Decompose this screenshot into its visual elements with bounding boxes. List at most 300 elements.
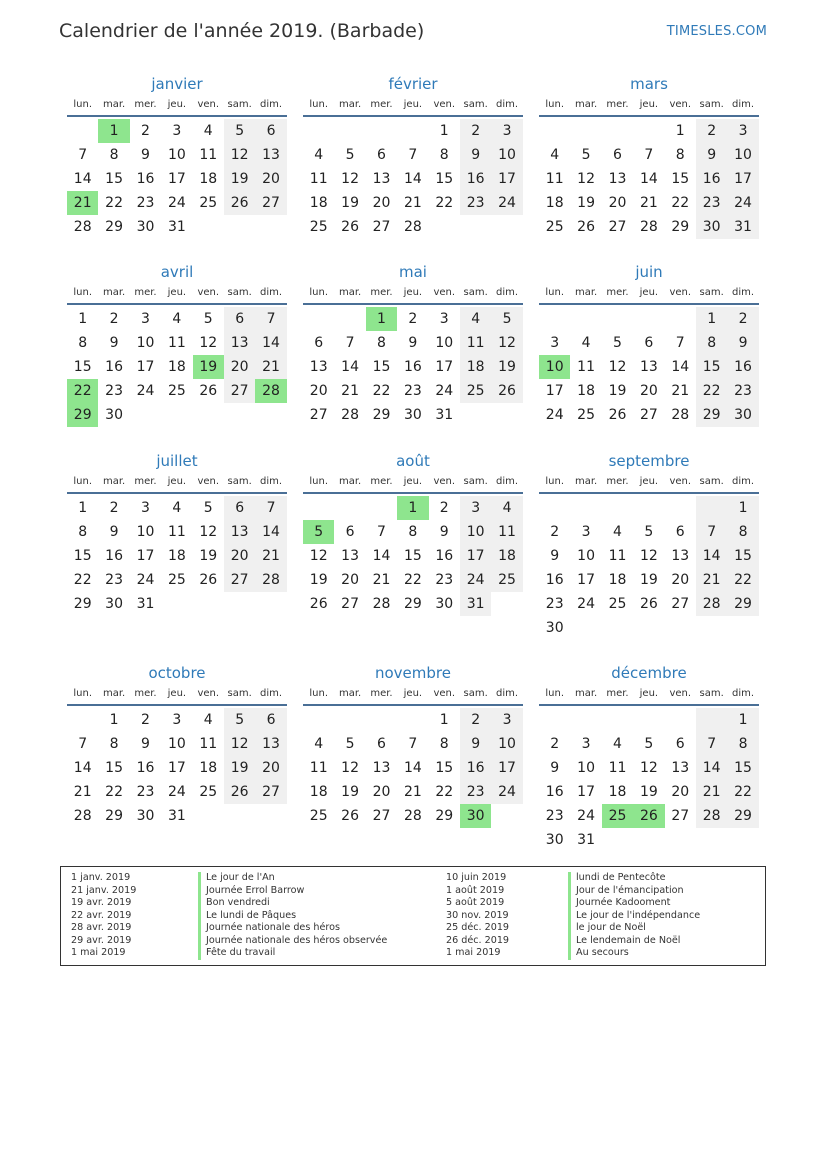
day-cell: 31 <box>167 219 186 235</box>
day-cell: 7 <box>675 335 685 351</box>
empty-cell <box>539 708 570 732</box>
day-cell: 9 <box>109 335 119 351</box>
weekday-label: dim. <box>732 287 755 298</box>
day-cell: 8 <box>439 147 449 163</box>
empty-cell <box>539 496 570 520</box>
day-cell: 19 <box>577 195 595 211</box>
day-cell: 9 <box>439 524 449 540</box>
day-cell: 7 <box>255 496 286 520</box>
empty-cell <box>665 708 696 732</box>
day-cell: 24 <box>136 572 155 588</box>
day-cell: 20 <box>372 784 391 800</box>
month-name: août <box>396 452 430 470</box>
weekday-label: dim. <box>732 688 755 699</box>
day-cell: 13 <box>224 331 255 355</box>
month-name: février <box>388 75 438 93</box>
weekday-label: mar. <box>574 287 598 298</box>
day-cell: 18 <box>460 355 491 379</box>
day-cell: 14 <box>639 171 658 187</box>
day-cell: 6 <box>314 335 324 351</box>
weekday-label: ven. <box>433 99 456 110</box>
day-cell: 21 <box>255 544 286 568</box>
empty-cell <box>539 119 570 143</box>
day-cell: 21 <box>73 784 92 800</box>
day-cell: 28 <box>696 804 727 828</box>
holiday-name: Fête du travail <box>198 947 275 960</box>
day-cell: 5 <box>644 524 654 540</box>
day-cell: 27 <box>671 808 690 824</box>
day-cell: 6 <box>255 119 286 143</box>
holiday-legend <box>60 866 766 966</box>
day-cell: 15 <box>671 171 690 187</box>
day-cell: 5 <box>203 500 213 516</box>
day-cell: 8 <box>408 524 418 540</box>
holiday-date: 25 déc. 2019 <box>446 922 510 933</box>
day-grid <box>539 307 759 427</box>
day-cell: 26 <box>577 219 595 235</box>
day-grid <box>67 119 287 239</box>
day-cell: 3 <box>439 311 449 327</box>
month-1 <box>67 73 287 239</box>
weekday-label: sam. <box>227 688 252 699</box>
day-cell: 9 <box>550 548 560 564</box>
weekday-label: dim. <box>496 99 519 110</box>
empty-cell <box>665 496 696 520</box>
day-cell: 1 <box>675 123 685 139</box>
day-cell: 6 <box>224 307 255 331</box>
weekday-label: dim. <box>260 99 283 110</box>
day-cell: 17 <box>167 760 186 776</box>
holiday-date: 10 juin 2019 <box>446 872 507 883</box>
day-cell: 4 <box>172 500 182 516</box>
weekday-label: dim. <box>496 476 519 487</box>
day-cell: 26 <box>341 219 359 235</box>
holiday-date: 29 avr. 2019 <box>71 934 132 946</box>
weekday-label: sam. <box>463 476 488 487</box>
weekday-label: mar. <box>574 99 598 110</box>
empty-cell <box>67 708 98 732</box>
day-cell: 7 <box>696 732 727 756</box>
day-cell: 24 <box>460 568 491 592</box>
day-cell: 15 <box>435 171 454 187</box>
day-cell: 11 <box>460 331 491 355</box>
month-name: octobre <box>148 664 206 682</box>
day-cell: 16 <box>727 355 758 379</box>
day-cell: 30 <box>696 215 727 239</box>
weekday-label: sam. <box>227 99 252 110</box>
day-cell: 27 <box>255 191 286 215</box>
day-cell: 29 <box>435 808 454 824</box>
holiday-date: 19 avr. 2019 <box>71 897 132 908</box>
day-cell: 16 <box>403 359 422 375</box>
day-cell: 16 <box>105 359 123 375</box>
day-cell: 20 <box>608 195 627 211</box>
day-cell: 7 <box>377 524 386 540</box>
weekday-label: sam. <box>699 99 724 110</box>
page-title: Calendrier de l'année 2019. (Barbade) <box>59 20 425 42</box>
day-cell: 25 <box>608 596 627 612</box>
day-cell: 11 <box>608 548 627 564</box>
day-cell: 22 <box>73 572 92 588</box>
holiday-date: 30 nov. 2019 <box>446 909 509 921</box>
weekday-label: lun. <box>545 476 565 487</box>
day-cell: 11 <box>577 359 595 375</box>
day-cell: 20 <box>671 572 690 588</box>
empty-cell <box>570 307 601 331</box>
day-cell: 13 <box>309 359 328 375</box>
day-cell: 14 <box>73 171 92 187</box>
empty-cell <box>366 119 397 143</box>
day-cell: 30 <box>105 407 123 423</box>
day-grid <box>303 307 523 427</box>
day-cell: 26 <box>199 572 218 588</box>
holiday-date: 1 janv. 2019 <box>71 872 131 883</box>
weekday-header <box>539 95 759 117</box>
holiday-day-cell: 19 <box>193 355 224 379</box>
day-cell: 15 <box>73 548 92 564</box>
holiday-day-cell: 22 <box>67 379 98 403</box>
day-cell: 27 <box>639 407 658 423</box>
day-cell: 29 <box>105 219 123 235</box>
month-9 <box>539 450 759 640</box>
empty-cell <box>67 119 98 143</box>
day-cell: 4 <box>613 736 622 752</box>
month-11 <box>303 662 523 828</box>
holiday-date: 28 avr. 2019 <box>71 922 132 933</box>
day-cell: 11 <box>545 171 564 187</box>
day-grid <box>539 708 759 852</box>
day-cell: 10 <box>136 335 155 351</box>
month-8 <box>303 450 523 616</box>
month-name: mars <box>630 75 668 93</box>
brand-link[interactable]: TIMESLES.COM <box>666 24 767 39</box>
day-cell: 8 <box>675 147 685 163</box>
day-cell: 6 <box>377 147 386 163</box>
day-cell: 3 <box>172 712 182 728</box>
day-cell: 30 <box>435 596 454 612</box>
weekday-label: ven. <box>197 688 220 699</box>
empty-cell <box>397 708 428 732</box>
day-cell: 17 <box>167 171 186 187</box>
day-cell: 21 <box>403 195 422 211</box>
weekday-label: mar. <box>102 688 126 699</box>
day-cell: 19 <box>341 195 359 211</box>
day-cell: 16 <box>136 171 155 187</box>
day-cell: 28 <box>73 808 92 824</box>
day-cell: 29 <box>727 592 758 616</box>
day-cell: 19 <box>224 167 255 191</box>
day-cell: 19 <box>608 383 627 399</box>
day-cell: 3 <box>581 736 591 752</box>
weekday-label: mer. <box>134 99 157 110</box>
holiday-name: Journée nationale des héros observée <box>198 935 387 948</box>
weekday-label: lun. <box>545 688 565 699</box>
day-cell: 22 <box>105 195 123 211</box>
day-cell: 12 <box>224 143 255 167</box>
day-cell: 18 <box>608 784 627 800</box>
empty-cell <box>334 496 365 520</box>
weekday-label: mer. <box>370 287 393 298</box>
weekday-label: mer. <box>606 287 629 298</box>
day-cell: 3 <box>581 524 591 540</box>
day-cell: 7 <box>408 736 418 752</box>
day-cell: 24 <box>136 383 155 399</box>
empty-cell <box>633 119 664 143</box>
day-cell: 21 <box>341 383 359 399</box>
day-cell: 20 <box>372 195 391 211</box>
day-cell: 13 <box>372 760 391 776</box>
day-cell: 20 <box>255 167 286 191</box>
day-cell: 1 <box>78 500 88 516</box>
day-cell: 5 <box>203 311 213 327</box>
day-cell: 29 <box>403 596 422 612</box>
day-cell: 19 <box>639 784 658 800</box>
holiday-day-cell: 10 <box>539 355 570 379</box>
day-cell: 14 <box>73 760 92 776</box>
weekday-label: lun. <box>73 99 93 110</box>
holiday-name: Journée nationale des héros <box>198 922 340 935</box>
day-cell: 8 <box>78 335 88 351</box>
day-cell: 22 <box>727 780 758 804</box>
weekday-label: mar. <box>574 688 598 699</box>
day-cell: 30 <box>545 620 564 636</box>
day-cell: 28 <box>403 219 422 235</box>
day-cell: 30 <box>136 808 155 824</box>
day-cell: 31 <box>577 832 595 848</box>
day-cell: 27 <box>372 219 391 235</box>
day-cell: 18 <box>309 784 328 800</box>
weekday-label: sam. <box>463 287 488 298</box>
day-cell: 31 <box>136 596 155 612</box>
month-7 <box>67 450 287 616</box>
holiday-date: 21 janv. 2019 <box>71 884 137 896</box>
day-cell: 17 <box>577 572 595 588</box>
weekday-label: sam. <box>699 476 724 487</box>
weekday-header <box>303 472 523 494</box>
day-cell: 22 <box>105 784 123 800</box>
weekday-label: mer. <box>606 476 629 487</box>
day-cell: 6 <box>224 496 255 520</box>
day-cell: 8 <box>377 335 386 351</box>
day-cell: 24 <box>167 195 186 211</box>
day-grid <box>303 496 523 616</box>
holiday-name: Le lundi de Pâques <box>198 910 296 923</box>
weekday-header <box>67 472 287 494</box>
day-cell: 6 <box>255 708 286 732</box>
day-cell: 12 <box>639 760 658 776</box>
day-cell: 16 <box>545 572 564 588</box>
weekday-label: ven. <box>669 688 692 699</box>
empty-cell <box>665 307 696 331</box>
day-cell: 29 <box>696 403 727 427</box>
day-cell: 7 <box>78 147 88 163</box>
month-3 <box>539 73 759 239</box>
day-cell: 4 <box>581 335 591 351</box>
day-cell: 24 <box>577 808 595 824</box>
day-cell: 2 <box>141 123 150 139</box>
weekday-header <box>303 283 523 305</box>
holiday-date: 26 déc. 2019 <box>446 934 510 946</box>
day-cell: 14 <box>696 544 727 568</box>
day-cell: 12 <box>608 359 627 375</box>
holiday-date: 22 avr. 2019 <box>71 909 132 921</box>
day-cell: 25 <box>199 195 218 211</box>
weekday-label: jeu. <box>403 287 423 298</box>
month-name: décembre <box>611 664 687 682</box>
day-cell: 19 <box>199 548 218 564</box>
day-cell: 20 <box>309 383 328 399</box>
day-cell: 1 <box>78 311 88 327</box>
month-2 <box>303 73 523 239</box>
holiday-day-cell: 29 <box>67 403 98 427</box>
day-cell: 4 <box>203 123 213 139</box>
weekday-label: mar. <box>574 476 598 487</box>
day-grid <box>539 119 759 239</box>
month-name: avril <box>160 263 194 281</box>
day-cell: 2 <box>550 736 560 752</box>
weekday-label: mer. <box>606 688 629 699</box>
day-cell: 21 <box>372 572 391 588</box>
empty-cell <box>602 119 633 143</box>
day-cell: 20 <box>671 784 690 800</box>
day-cell: 24 <box>491 780 522 804</box>
holiday-date: 1 août 2019 <box>446 884 505 896</box>
empty-cell <box>602 496 633 520</box>
day-cell: 1 <box>109 712 119 728</box>
empty-cell <box>303 708 334 732</box>
day-cell: 29 <box>727 804 758 828</box>
weekday-label: mer. <box>606 99 629 110</box>
day-cell: 19 <box>491 355 522 379</box>
day-cell: 10 <box>136 524 155 540</box>
weekday-label: lun. <box>309 476 329 487</box>
day-cell: 3 <box>550 335 560 351</box>
day-cell: 25 <box>167 572 186 588</box>
empty-cell <box>570 496 601 520</box>
day-cell: 3 <box>460 496 491 520</box>
day-cell: 3 <box>491 119 522 143</box>
day-cell: 2 <box>408 311 418 327</box>
day-cell: 7 <box>644 147 654 163</box>
day-cell: 16 <box>696 167 727 191</box>
day-cell: 25 <box>309 219 328 235</box>
holiday-day-cell: 21 <box>67 191 98 215</box>
weekday-label: jeu. <box>639 688 659 699</box>
day-cell: 15 <box>372 359 391 375</box>
day-cell: 11 <box>199 736 218 752</box>
holiday-day-cell: 30 <box>460 804 491 828</box>
day-cell: 22 <box>671 195 690 211</box>
day-cell: 9 <box>109 524 119 540</box>
day-cell: 6 <box>675 736 685 752</box>
day-cell: 3 <box>141 500 150 516</box>
day-cell: 18 <box>491 544 522 568</box>
day-cell: 27 <box>255 780 286 804</box>
day-cell: 31 <box>167 808 186 824</box>
day-cell: 13 <box>671 760 690 776</box>
day-cell: 10 <box>460 520 491 544</box>
day-cell: 21 <box>696 780 727 804</box>
weekday-label: lun. <box>309 688 329 699</box>
day-cell: 14 <box>341 359 359 375</box>
day-cell: 23 <box>460 780 491 804</box>
empty-cell <box>397 119 428 143</box>
day-cell: 29 <box>671 219 690 235</box>
day-cell: 25 <box>545 219 564 235</box>
day-cell: 5 <box>345 147 355 163</box>
day-cell: 27 <box>372 808 391 824</box>
empty-cell <box>334 307 365 331</box>
day-cell: 6 <box>675 524 685 540</box>
day-cell: 27 <box>309 407 328 423</box>
day-cell: 23 <box>136 784 155 800</box>
day-cell: 4 <box>491 496 522 520</box>
weekday-label: ven. <box>433 688 456 699</box>
day-cell: 27 <box>671 596 690 612</box>
month-name: mai <box>399 263 427 281</box>
empty-cell <box>602 307 633 331</box>
weekday-label: jeu. <box>167 99 187 110</box>
day-cell: 15 <box>105 171 123 187</box>
day-cell: 12 <box>639 548 658 564</box>
day-cell: 3 <box>172 123 182 139</box>
day-cell: 16 <box>545 784 564 800</box>
weekday-header <box>303 95 523 117</box>
day-cell: 27 <box>224 568 255 592</box>
day-cell: 10 <box>167 147 186 163</box>
weekday-label: ven. <box>669 99 692 110</box>
day-cell: 19 <box>341 784 359 800</box>
day-cell: 25 <box>577 407 595 423</box>
day-cell: 14 <box>403 171 422 187</box>
weekday-header <box>67 283 287 305</box>
holiday-date: 1 mai 2019 <box>446 947 501 958</box>
day-cell: 15 <box>727 544 758 568</box>
day-cell: 2 <box>439 500 449 516</box>
day-cell: 11 <box>167 335 186 351</box>
holiday-day-cell: 1 <box>366 307 397 331</box>
day-cell: 10 <box>435 335 454 351</box>
day-cell: 13 <box>608 171 627 187</box>
day-cell: 24 <box>167 784 186 800</box>
weekday-label: lun. <box>73 688 93 699</box>
day-cell: 12 <box>199 335 218 351</box>
day-cell: 31 <box>727 215 758 239</box>
day-cell: 18 <box>199 760 218 776</box>
day-cell: 27 <box>224 379 255 403</box>
holiday-day-cell: 1 <box>98 119 129 143</box>
day-cell: 2 <box>109 500 119 516</box>
day-grid <box>303 708 523 828</box>
day-cell: 7 <box>345 335 355 351</box>
day-cell: 17 <box>136 548 155 564</box>
day-cell: 12 <box>341 171 359 187</box>
weekday-label: dim. <box>260 287 283 298</box>
day-cell: 2 <box>550 524 560 540</box>
day-cell: 8 <box>727 520 758 544</box>
day-cell: 23 <box>696 191 727 215</box>
month-10 <box>67 662 287 828</box>
day-cell: 19 <box>224 756 255 780</box>
weekday-label: dim. <box>732 99 755 110</box>
weekday-label: lun. <box>73 476 93 487</box>
day-cell: 17 <box>460 544 491 568</box>
holiday-date: 5 août 2019 <box>446 897 505 908</box>
day-cell: 25 <box>460 379 491 403</box>
day-cell: 7 <box>78 736 88 752</box>
day-cell: 29 <box>105 808 123 824</box>
weekday-label: jeu. <box>167 688 187 699</box>
